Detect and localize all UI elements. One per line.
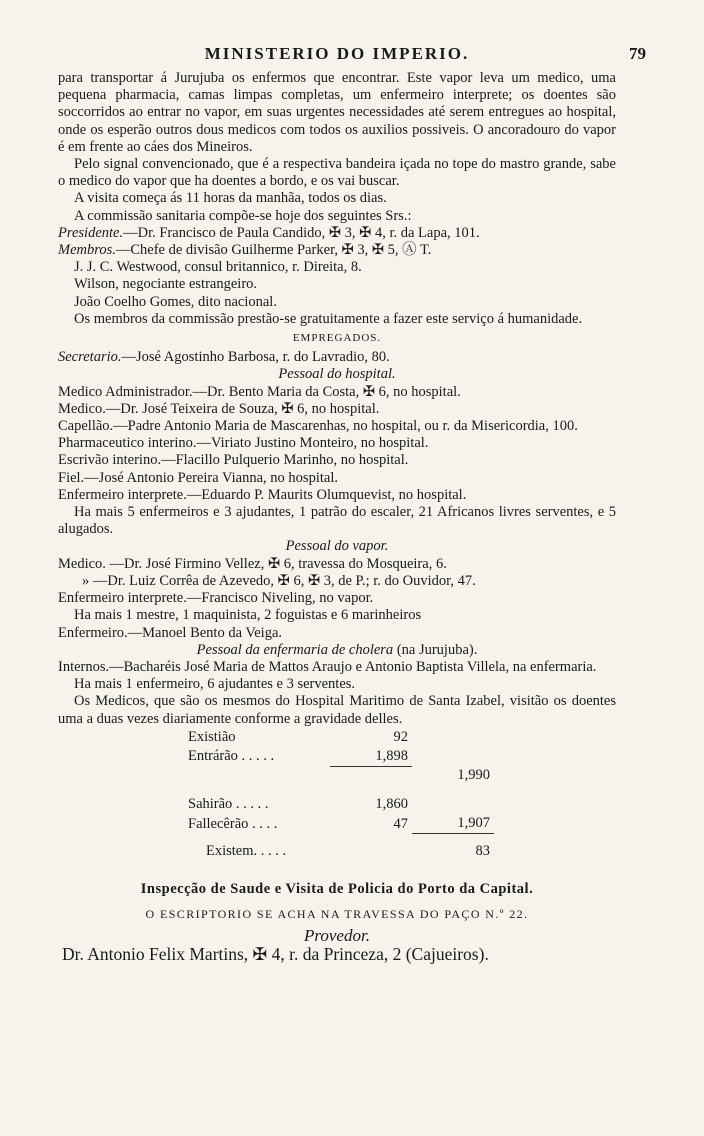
section-heading: Inspecção de Saude e Visita de Policia do Porto da Capital. bbox=[140, 880, 534, 897]
provedor-title: Provedor. bbox=[304, 926, 370, 946]
staff-line: Internos.—Bacharéis José Maria de Mattos Araujo e Antonio Baptista Villela, na enfermaria. bbox=[58, 658, 597, 675]
stat-value: 1,898 bbox=[375, 747, 408, 764]
paragraph: Pelo signal convencionado, que é a respectiva bandeira içada no tope do mastro grande, sabe o medico do vapor que ha doentes a bordo, e os vai buscar. bbox=[58, 156, 616, 190]
commission-member: João Coelho Gomes, dito nacional. bbox=[74, 293, 277, 310]
president-label: Presidente. bbox=[58, 224, 124, 241]
staff-line: Medico.—Dr. José Teixeira de Souza, ✠ 6, no hospital. bbox=[58, 400, 380, 417]
staff-line: Fiel.—José Antonio Pereira Vianna, no hospital. bbox=[58, 469, 338, 486]
stat-label: Existião bbox=[188, 728, 236, 745]
table-row bbox=[184, 785, 494, 814]
office-address: O ESCRIPTORIO SE ACHA NA TRAVESSA DO PAÇO N.º 22. bbox=[145, 906, 529, 921]
stat-value: 1,860 bbox=[375, 796, 408, 813]
table-row bbox=[184, 766, 494, 785]
commission-closing: Os membros da commissão prestão-se gratuitamente a fazer este serviço á humanidade. bbox=[74, 310, 583, 327]
staff-extra: Ha mais 5 enfermeiros e 3 ajudantes, 1 patrão do escaler, 21 Africanos livres serventes, e 5 alugados. bbox=[58, 504, 616, 538]
stat-label: Fallecêrão . . . . bbox=[188, 815, 278, 832]
subsection-heading: Pessoal do vapor. bbox=[285, 538, 389, 555]
stat-value: 47 bbox=[393, 815, 408, 832]
paragraph: Os Medicos, que são os mesmos do Hospital Maritimo de Santa Izabel, visitão os doentes uma a duas vezes diariamente conforme a gravidade delles. bbox=[58, 693, 616, 727]
commission-members bbox=[58, 242, 616, 259]
commission-president bbox=[58, 225, 616, 242]
staff-line: Pharmaceutico interino.—Viriato Justino Monteiro, no hospital. bbox=[58, 435, 429, 452]
staff-extra: Ha mais 1 enfermeiro, 6 ajudantes e 3 serventes. bbox=[74, 676, 356, 693]
subsection-heading bbox=[58, 642, 616, 659]
enfermaria-heading: Pessoal da enfermaria de cholera bbox=[196, 641, 394, 658]
page-header bbox=[58, 44, 646, 68]
staff-line: Medico Administrador.—Dr. Bento Maria da Costa, ✠ 6, no hospital. bbox=[58, 383, 461, 400]
page-title: MINISTERIO DO IMPERIO. bbox=[204, 44, 470, 63]
page-body bbox=[58, 70, 616, 964]
subsection-heading: Pessoal do hospital. bbox=[278, 366, 396, 383]
president-text: —Dr. Francisco de Paula Candido, ✠ 3, ✠ 4, r. da Lapa, 101. bbox=[123, 224, 480, 241]
table-row bbox=[184, 747, 494, 767]
statistics-table bbox=[184, 728, 494, 861]
stat-label: Sahirão . . . . . bbox=[188, 796, 269, 813]
secretary-label: Secretario. bbox=[58, 349, 122, 366]
table-row bbox=[184, 728, 494, 747]
table-row bbox=[184, 814, 494, 834]
staff-line: Enfermeiro interprete.—Eduardo P. Maurits Olumquevist, no hospital. bbox=[58, 486, 467, 503]
staff-line: Enfermeiro.—Manoel Bento da Veiga. bbox=[58, 624, 283, 641]
stat-total-out: 1,907 bbox=[457, 815, 490, 832]
stat-remaining: 83 bbox=[412, 834, 494, 861]
staff-line: Escrivão interino.—Flacillo Pulquerio Marinho, no hospital. bbox=[58, 452, 409, 469]
commission-member: Wilson, negociante estrangeiro. bbox=[74, 276, 258, 293]
staff-line: Enfermeiro interprete.—Francisco Niveling, no vapor. bbox=[58, 590, 374, 607]
page-number: 79 bbox=[629, 44, 646, 63]
secretary-text: —José Agostinho Barbosa, r. do Lavradio, 80. bbox=[121, 349, 390, 366]
members-label: Membros. bbox=[58, 242, 116, 259]
paragraph: A visita começa ás 11 horas da manhãa, todos os dias. bbox=[74, 190, 387, 207]
paragraph: para transportar á Jurujuba os enfermos que encontrar. Este vapor leva um medico, uma pequena pharmacia, camas limpas completas, um enfermeiro interprete; os doentes são soccorridos ao entrar no vapor, em suas urgentes necessidades até serem entregues ao hospital, onde os esperão outros dous medicos com todos os auxilios possiveis. O ancoradouro do vapor é em frente ao cáes dos Mineiros. bbox=[58, 70, 616, 155]
commission-member: J. J. C. Westwood, consul britannico, r. Direita, 8. bbox=[74, 259, 362, 276]
table-row bbox=[184, 834, 494, 861]
staff-line: Ha mais 1 mestre, 1 maquinista, 2 foguistas e 6 marinheiros bbox=[74, 607, 422, 624]
staff-line: » —Dr. Luiz Corrêa de Azevedo, ✠ 6, ✠ 3, de P.; r. do Ouvidor, 47. bbox=[82, 572, 476, 589]
members-text: —Chefe de divisão Guilherme Parker, ✠ 3, ✠ 5, Ⓐ T. bbox=[115, 242, 432, 259]
stat-subtotal: 1,990 bbox=[457, 767, 490, 784]
stat-label: Entrárão . . . . . bbox=[188, 748, 275, 765]
provedor-line: Dr. Antonio Felix Martins, ✠ 4, r. da Princeza, 2 (Cajueiros). bbox=[62, 944, 489, 965]
secretary-line bbox=[58, 349, 616, 366]
paragraph: A commissão sanitaria compõe-se hoje dos seguintes Srs.: bbox=[74, 207, 412, 224]
staff-line: Medico. —Dr. José Firmino Vellez, ✠ 6, travessa do Mosqueira, 6. bbox=[58, 555, 447, 572]
staff-line: Capellão.—Padre Antonio Maria de Mascarenhas, no hospital, ou r. da Misericordia, 100. bbox=[58, 418, 578, 435]
enfermaria-heading-place: (na Jurujuba). bbox=[393, 641, 478, 658]
section-heading: EMPREGADOS. bbox=[292, 332, 382, 345]
stat-label: Existem. . . . . bbox=[206, 842, 287, 859]
stat-value: 92 bbox=[393, 728, 408, 745]
